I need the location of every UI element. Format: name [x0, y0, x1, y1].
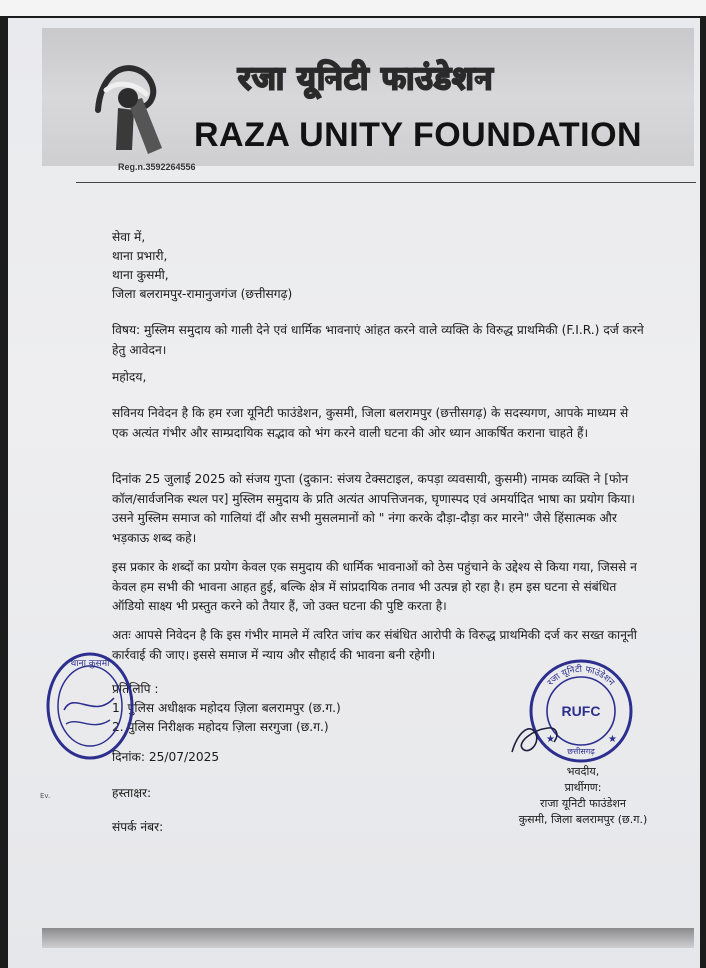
paragraph-1: सविनय निवेदन है कि हम रजा यूनिटी फाउंडेशन, कुसमी, जिला बलरामपुर (छत्तीसगढ़) के सदस्यगण, आपके माध्यम से एक अत्यंत गंभीर और साम्प्रदायिक सद्भाव को भंग करने वाली घटना की ओर ध्यान आकर्षित कराना चाहते हैं। — [112, 406, 629, 440]
letter-date: दिनांक: 25/07/2025 — [112, 750, 220, 764]
closing-line-4: कुसमी, जिला बलरामपुर (छ.ग.) — [518, 813, 648, 826]
footer-band — [42, 928, 694, 948]
address-line-4: जिला बलरामपुर-रामानुजगंज (छत्तीसगढ़) — [112, 287, 293, 301]
contact-number-label: संपर्क नंबर: — [112, 820, 164, 834]
margin-mark: Ev. — [40, 792, 51, 800]
signature-label: हस्ताक्षर: — [112, 786, 152, 800]
left-stamp-text: थाना कुसमी — [70, 659, 110, 669]
letterhead-band — [42, 28, 694, 172]
salutation: महोदय, — [112, 370, 147, 384]
subject-line: विषय: मुस्लिम समुदाय को गाली देने एवं धार्मिक भावनाएं आंहत करने वाले व्यक्ति के विरुद्ध प्राथमिकी (F.I.R.) दर्ज करने हेतु आवेदन। — [112, 323, 644, 357]
right-stamp-center-text: RUFC — [561, 703, 601, 719]
paragraph-4: अतः आपसे निवेदन है कि इस गंभीर मामले में त्वरित जांच कर संबंधित आरोपी के विरुद्ध प्राथमिकी दर्ज कर सख्त कानूनी कार्रवाई की जाए। इससे समाज में न्याय और सौहार्द की भावना बनी रहेगी। — [112, 628, 637, 662]
handwritten-signature — [508, 712, 568, 764]
recipient-address — [112, 228, 292, 304]
closing-line-1: भवदीय, — [566, 765, 600, 778]
header-divider — [76, 182, 696, 183]
closing-block — [478, 764, 688, 828]
paragraph-2: दिनांक 25 जुलाई 2025 को संजय गुप्ता (दुकान: संजय टेक्सटाइल, कपड़ा व्यवसायी, कुसमी) नामक व्यक्ति ने [फोन कॉल/सार्वजनिक स्थल पर] मुस्लिम समुदाय के प्रति अत्यंत आपत्तिजनक, घृणास्पद एवं अमर्यादित भाषा का प्रयोग किया। उसने मुस्लिम समाज को गालियां दीं और सभी मुसलमानों को " नंगा करके दौड़ा-दौड़ा कर मारने" जैसे हिंसात्मक और भड़काऊ शब्द कहे। — [112, 472, 635, 545]
star-icon: ★ — [608, 734, 617, 745]
registration-number: Reg.n.3592264556 — [118, 162, 196, 172]
address-line-2: थाना प्रभारी, — [112, 249, 168, 263]
right-stamp-ring-text: रजा यूनिटी फाउंडेशन — [545, 664, 617, 688]
right-stamp-bottom-text: छत्तीसगढ़ — [567, 747, 595, 756]
foundation-name-hindi: रजा यूनिटी फाउंडेशन — [238, 59, 494, 97]
copy-item-1: 1. पुलिस अधीक्षक महोदय ज़िला बलरामपुर (छ.ग.) — [112, 701, 341, 715]
copy-item-2: 2. पुलिस निरीक्षक महोदय ज़िला सरगुजा (छ.ग.) — [112, 720, 329, 734]
closing-line-2: प्रार्थीगण: — [564, 781, 602, 794]
police-station-stamp-icon — [44, 650, 136, 762]
paragraph-3: इस प्रकार के शब्दों का प्रयोग केवल एक समुदाय की धार्मिक भावनाओं को ठेस पहुंचाने के उद्देश्य से किया गया, जिससे न केवल हम सभी की भावना आहत हुई, बल्कि क्षेत्र में सांप्रदायिक तनाव भी उत्पन्न हो रहा है। हम इस घटना से संबंधित ऑडियो साक्ष्य भी प्रस्तुत करने को तैयार हैं, जो उक्त घटना की पुष्टि करता है। — [112, 560, 637, 613]
copy-label: प्रतिलिपि : — [112, 682, 159, 696]
address-line-1: सेवा में, — [112, 230, 146, 244]
address-line-3: थाना कुसमी, — [112, 268, 169, 282]
top-white-bar — [0, 0, 706, 16]
letter-page — [8, 18, 700, 968]
foundation-name-english: RAZA UNITY FOUNDATION — [194, 116, 643, 154]
handshake-logo-icon — [88, 50, 170, 162]
star-icon: ★ — [546, 734, 555, 745]
copy-to-list — [112, 680, 341, 737]
closing-line-3: राजा यूनिटी फाउंडेशन — [540, 797, 626, 810]
